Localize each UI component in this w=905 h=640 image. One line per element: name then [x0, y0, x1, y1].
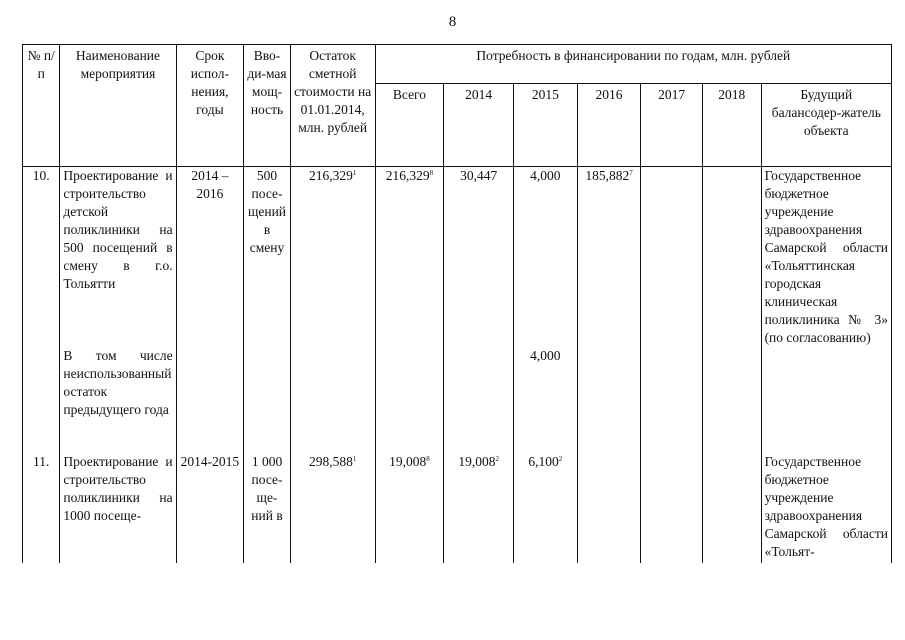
row-2015: 4,000: [514, 167, 578, 348]
row-2018: [702, 453, 761, 563]
row-2015: 4,000: [514, 347, 578, 453]
row-num: 11.: [23, 453, 60, 563]
row-2018: [702, 347, 761, 453]
row-2017: [641, 347, 703, 453]
row-balance: 298,588$^1$: [290, 453, 375, 563]
row-2016: [577, 453, 641, 563]
row-holder: [761, 347, 891, 453]
row-2016: 185,882$^7$: [577, 167, 641, 348]
row-2018: [702, 167, 761, 348]
header-name: Наименование мероприятия: [60, 45, 176, 167]
header-2014: 2014: [444, 84, 514, 167]
row-balance: 216,329$^1$: [290, 167, 375, 348]
row-2014: 30,447: [444, 167, 514, 348]
row-num: [23, 347, 60, 453]
row-total: 19,008$^8$: [375, 453, 444, 563]
header-num: № п/п: [23, 45, 60, 167]
row-2017: [641, 167, 703, 348]
table-row: [23, 453, 892, 563]
row-capacity: [244, 347, 290, 453]
row-capacity: 500 посе-щений в смену: [244, 167, 290, 348]
header-balance: Остаток сметной стоимости на 01.01.2014, млн. рублей: [290, 45, 375, 167]
row-capacity: 1 000 посе-ще-ний в: [244, 453, 290, 563]
row-2017: [641, 453, 703, 563]
header-capacity: Вво-ди-мая мощ-ность: [244, 45, 290, 167]
table-row-subitem: [23, 347, 892, 453]
row-term: 2014-2015: [176, 453, 244, 563]
row-holder: Государственное бюджетное учреждение здравоохранения Самарской области «Тольяттинская городская клиническая поликлиника № 3» (по согласованию): [761, 167, 891, 348]
row-balance: [290, 347, 375, 453]
row-name: Проектирование и строительство поликлиники на 1000 посеще-: [60, 453, 176, 563]
row-total: [375, 347, 444, 453]
page-number: 8: [448, 14, 457, 30]
header-holder: Будущий балансодер-жатель объекта: [761, 84, 891, 167]
row-2016: [577, 347, 641, 453]
row-holder: Государственное бюджетное учреждение здравоохранения Самарской области «Тольят-: [761, 453, 891, 563]
header-2018: 2018: [702, 84, 761, 167]
row-2014: [444, 347, 514, 453]
header-2015: 2015: [514, 84, 578, 167]
row-name: Проектирование и строительство детской поликлиники на 500 посещений в смену в г.о. Тольятти: [60, 167, 176, 348]
row-total: 216,329$^8$: [375, 167, 444, 348]
row-name: В том числе неиспользованный остаток предыдущего года: [60, 347, 176, 453]
row-num: 10.: [23, 167, 60, 348]
row-2014: 19,008$^2$: [444, 453, 514, 563]
header-term: Срок испол-нения, годы: [176, 45, 244, 167]
table-row: [23, 167, 892, 348]
row-term: [176, 347, 244, 453]
header-total: Всего: [375, 84, 444, 167]
row-term: 2014 – 2016: [176, 167, 244, 348]
financing-table: [22, 44, 892, 563]
header-need-group: Потребность в финансировании по годам, млн. рублей: [375, 45, 891, 84]
header-2016: 2016: [577, 84, 641, 167]
header-row-1: [23, 45, 892, 84]
row-2015: 6,100$^2$: [514, 453, 578, 563]
header-2017: 2017: [641, 84, 703, 167]
